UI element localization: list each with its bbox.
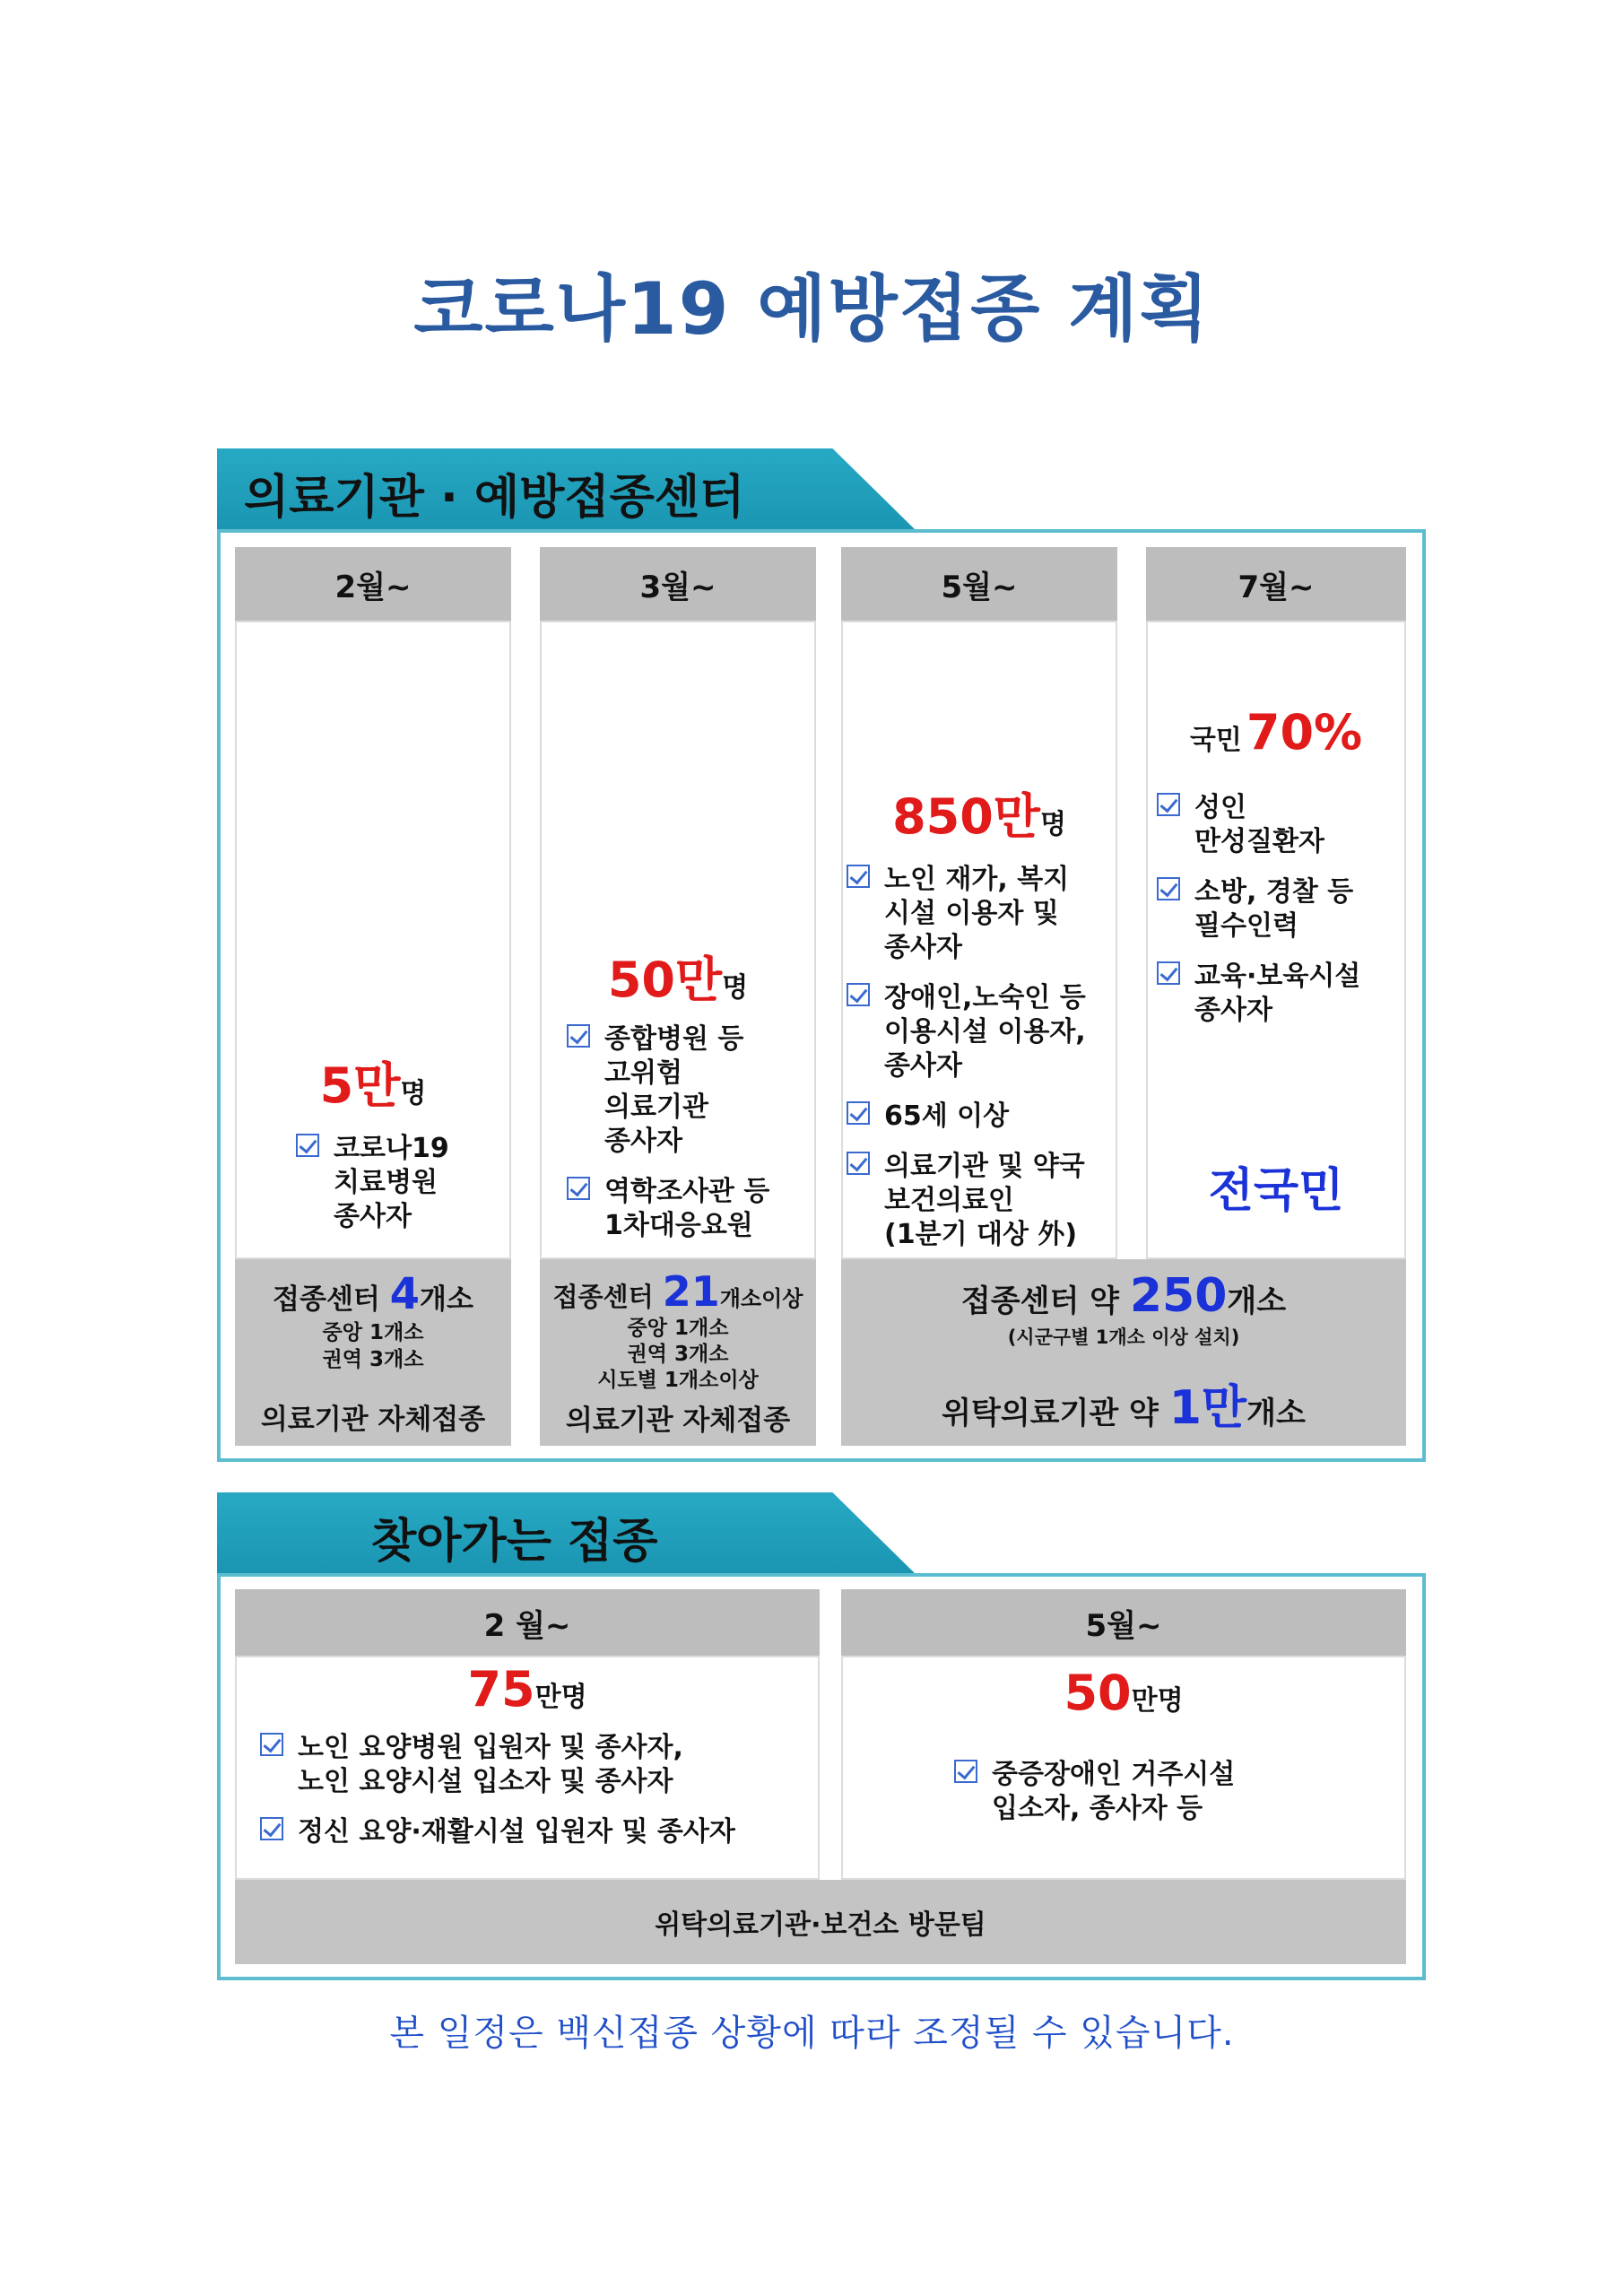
col4-count xyxy=(1146,704,1406,761)
consign-count: 위탁의료기관 약 1만개소 xyxy=(942,1380,1306,1435)
page-title: 코로나19 예방접종 계획 xyxy=(413,267,1211,351)
col34-footer xyxy=(841,1259,1406,1446)
col2-count-unit: 명 xyxy=(722,972,749,1004)
s2-col2-count-unit: 만명 xyxy=(1131,1685,1184,1717)
checkbox-icon xyxy=(1157,877,1180,900)
col1-detail-0: 중앙 1개소 xyxy=(322,1320,424,1344)
s2-col1-count-number: 75 xyxy=(467,1661,535,1718)
checkbox-icon xyxy=(260,1733,283,1756)
col1-count-number: 5만 xyxy=(319,1057,401,1114)
s2-col2-count xyxy=(841,1665,1406,1721)
col4-count-prefix: 국민 xyxy=(1189,725,1242,756)
col2-count xyxy=(540,942,816,1011)
checkbox-icon xyxy=(954,1760,977,1783)
list-item: 정신 요양·재활시설 입원자 및 종사자 xyxy=(260,1815,816,1849)
section1-title: 의료기관 · 예방접종센터 xyxy=(244,471,745,525)
center-count: 접종센터 약 250개소 xyxy=(960,1268,1287,1323)
col2-self: 의료기관 자체접종 xyxy=(565,1405,791,1437)
checkbox-icon xyxy=(296,1134,319,1157)
col4-count-number: 70% xyxy=(1246,704,1363,761)
s2-col2-count-number: 50 xyxy=(1064,1665,1132,1721)
list-item: 역학조사관 등 1차대응요원 xyxy=(567,1175,809,1243)
col4-nationwide: 전국민 xyxy=(1208,1164,1344,1218)
list-item: 노인 재가, 복지 시설 이용자 및 종사자 xyxy=(847,863,1112,965)
col1-footer xyxy=(235,1259,511,1446)
s2-col2-checklist xyxy=(954,1758,1367,1842)
s2-col1-count xyxy=(235,1661,820,1718)
col3-count-unit: 명 xyxy=(1039,809,1066,840)
col2-detail-0: 중앙 1개소 xyxy=(627,1317,729,1340)
col2-center: 접종센터 21개소이상 xyxy=(552,1267,803,1316)
col2-month: 3월~ xyxy=(540,547,816,621)
checkbox-icon xyxy=(567,1177,590,1200)
list-item: 중증장애인 거주시설 입소자, 종사자 등 xyxy=(954,1758,1367,1826)
list-item: 장애인,노숙인 등 이용시설 이용자, 종사자 xyxy=(847,981,1112,1083)
col1-center: 접종센터 4개소 xyxy=(273,1268,473,1319)
list-item: 교육·보육시설 종사자 xyxy=(1157,960,1401,1028)
checkbox-icon xyxy=(567,1024,590,1048)
list-item: 노인 요양병원 입원자 및 종사자, 노인 요양시설 입소자 및 종사자 xyxy=(260,1731,816,1799)
list-item: 코로나19 치료병원 종사자 xyxy=(296,1132,502,1234)
checkbox-icon xyxy=(260,1817,283,1840)
checkbox-icon xyxy=(1157,793,1180,816)
checkbox-icon xyxy=(1157,961,1180,985)
col1-self: 의료기관 자체접종 xyxy=(260,1403,486,1436)
s2-col1-count-unit: 만명 xyxy=(534,1682,587,1713)
col2-detail-1: 권역 3개소 xyxy=(627,1343,729,1366)
col4-checklist xyxy=(1157,791,1401,1044)
checkbox-icon xyxy=(847,1152,870,1175)
s2-col2-month: 5월~ xyxy=(841,1589,1406,1656)
s2-footer: 위탁의료기관·보건소 방문팀 xyxy=(235,1880,1406,1964)
section2-title: 찾아가는 접종 xyxy=(371,1515,658,1569)
col1-checklist xyxy=(296,1132,502,1250)
s2-col1-checklist xyxy=(260,1731,816,1866)
list-item: 소방, 경찰 등 필수인력 xyxy=(1157,875,1401,944)
list-item: 성인 만성질환자 xyxy=(1157,791,1401,859)
checkbox-icon xyxy=(847,1101,870,1125)
col1-count-unit: 명 xyxy=(400,1078,427,1109)
col1-detail-1: 권역 3개소 xyxy=(322,1347,424,1371)
checkbox-icon xyxy=(847,983,870,1006)
col4-month: 7월~ xyxy=(1146,547,1406,621)
col2-count-number: 50만 xyxy=(607,952,723,1008)
col3-count-number: 850만 xyxy=(892,788,1040,845)
col3-month: 5월~ xyxy=(841,547,1117,621)
col2-checklist xyxy=(567,1022,809,1259)
s2-col1-month: 2 월~ xyxy=(235,1589,820,1656)
schedule-note: 본 일정은 백신접종 상황에 따라 조정될 수 있습니다. xyxy=(389,2013,1235,2054)
col3-count xyxy=(841,778,1117,848)
list-item: 종합병원 등 고위험 의료기관 종사자 xyxy=(567,1022,809,1159)
col1-count xyxy=(235,1048,511,1117)
col2-footer xyxy=(540,1259,816,1446)
list-item: 65세 이상 xyxy=(847,1100,1112,1134)
list-item: 의료기관 및 약국 보건의료인 (1분기 대상 外) xyxy=(847,1150,1112,1252)
col3-checklist xyxy=(847,863,1112,1268)
checkbox-icon xyxy=(847,865,870,888)
col1-month: 2월~ xyxy=(235,547,511,621)
center-sub: (시군구별 1개소 이상 설치) xyxy=(1007,1326,1240,1348)
col2-detail-2: 시도별 1개소이상 xyxy=(597,1369,759,1392)
